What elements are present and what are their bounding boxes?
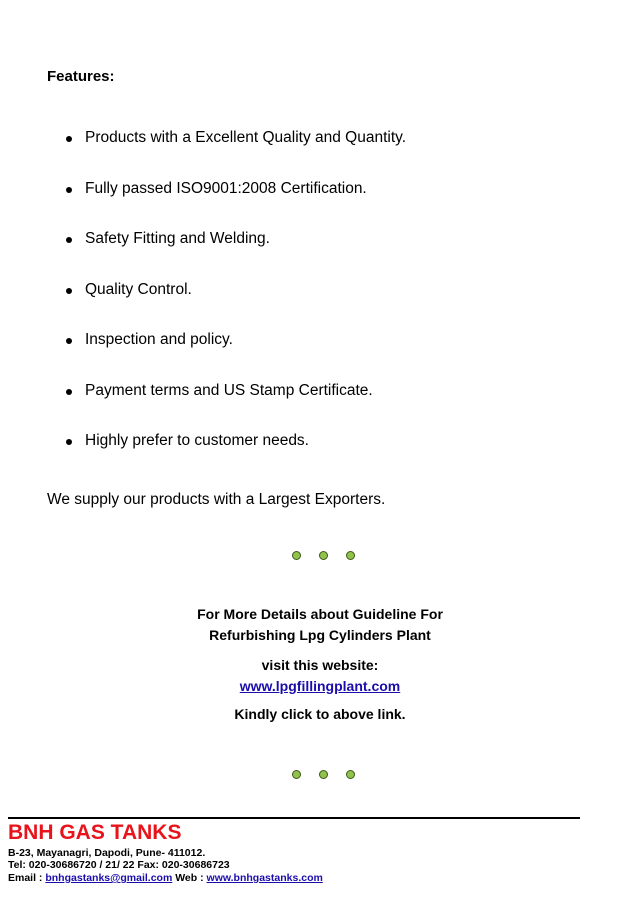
feature-text: Highly prefer to customer needs. bbox=[85, 432, 309, 449]
dot-icon bbox=[319, 551, 328, 560]
click-instruction: Kindly click to above link. bbox=[234, 706, 406, 722]
separator-dots-bottom bbox=[292, 770, 355, 779]
website-link[interactable]: www.lpgfillingplant.com bbox=[239, 678, 401, 694]
feature-text: Payment terms and US Stamp Certificate. bbox=[85, 381, 373, 399]
visit-block bbox=[150, 655, 490, 697]
details-heading bbox=[150, 604, 490, 646]
feature-text: Inspection and policy. bbox=[85, 331, 233, 348]
bullet-icon bbox=[66, 439, 72, 445]
bullet-icon bbox=[66, 187, 72, 193]
feature-item bbox=[65, 330, 406, 381]
dot-icon bbox=[292, 770, 301, 779]
summary-text: We supply our products with a Largest Exporters. bbox=[47, 491, 386, 508]
features-heading: Features: bbox=[47, 68, 115, 85]
email-label: Email : bbox=[8, 872, 46, 884]
visit-label: visit this website: bbox=[261, 657, 379, 673]
bullet-icon bbox=[66, 288, 72, 294]
company-name: BNH GAS TANKS bbox=[8, 821, 182, 844]
feature-item bbox=[65, 431, 406, 482]
feature-text: Quality Control. bbox=[85, 280, 192, 298]
dot-icon bbox=[319, 770, 328, 779]
dot-icon bbox=[346, 551, 355, 560]
web-label: Web : bbox=[172, 872, 207, 884]
feature-item bbox=[65, 179, 406, 230]
details-line-1: For More Details about Guideline For bbox=[197, 606, 443, 622]
feature-text: Safety Fitting and Welding. bbox=[85, 230, 270, 247]
footer-divider bbox=[8, 817, 580, 819]
footer-address: B-23, Mayanagri, Dapodi, Pune- 411012. bbox=[8, 847, 206, 859]
dot-icon bbox=[346, 770, 355, 779]
bullet-icon bbox=[66, 237, 72, 243]
bullet-icon bbox=[66, 136, 72, 142]
details-line-2: Refurbishing Lpg Cylinders Plant bbox=[209, 627, 431, 643]
email-link[interactable]: bnhgastanks@gmail.com bbox=[45, 872, 173, 884]
bullet-icon bbox=[66, 338, 72, 344]
feature-item bbox=[65, 229, 406, 280]
feature-text: Products with a Excellent Quality and Quantity. bbox=[85, 129, 407, 146]
footer-contact bbox=[8, 871, 323, 886]
feature-text: Fully passed ISO9001:2008 Certification. bbox=[85, 179, 367, 197]
dot-icon bbox=[292, 551, 301, 560]
bullet-icon bbox=[66, 389, 72, 395]
footer-phone: Tel: 020-30686720 / 21/ 22 Fax: 020-30686723 bbox=[8, 859, 230, 871]
feature-item bbox=[65, 381, 406, 432]
feature-item bbox=[65, 128, 406, 179]
separator-dots-top bbox=[292, 551, 355, 560]
feature-item bbox=[65, 280, 406, 331]
web-link[interactable]: www.bnhgastanks.com bbox=[206, 872, 323, 884]
features-list bbox=[65, 128, 406, 482]
